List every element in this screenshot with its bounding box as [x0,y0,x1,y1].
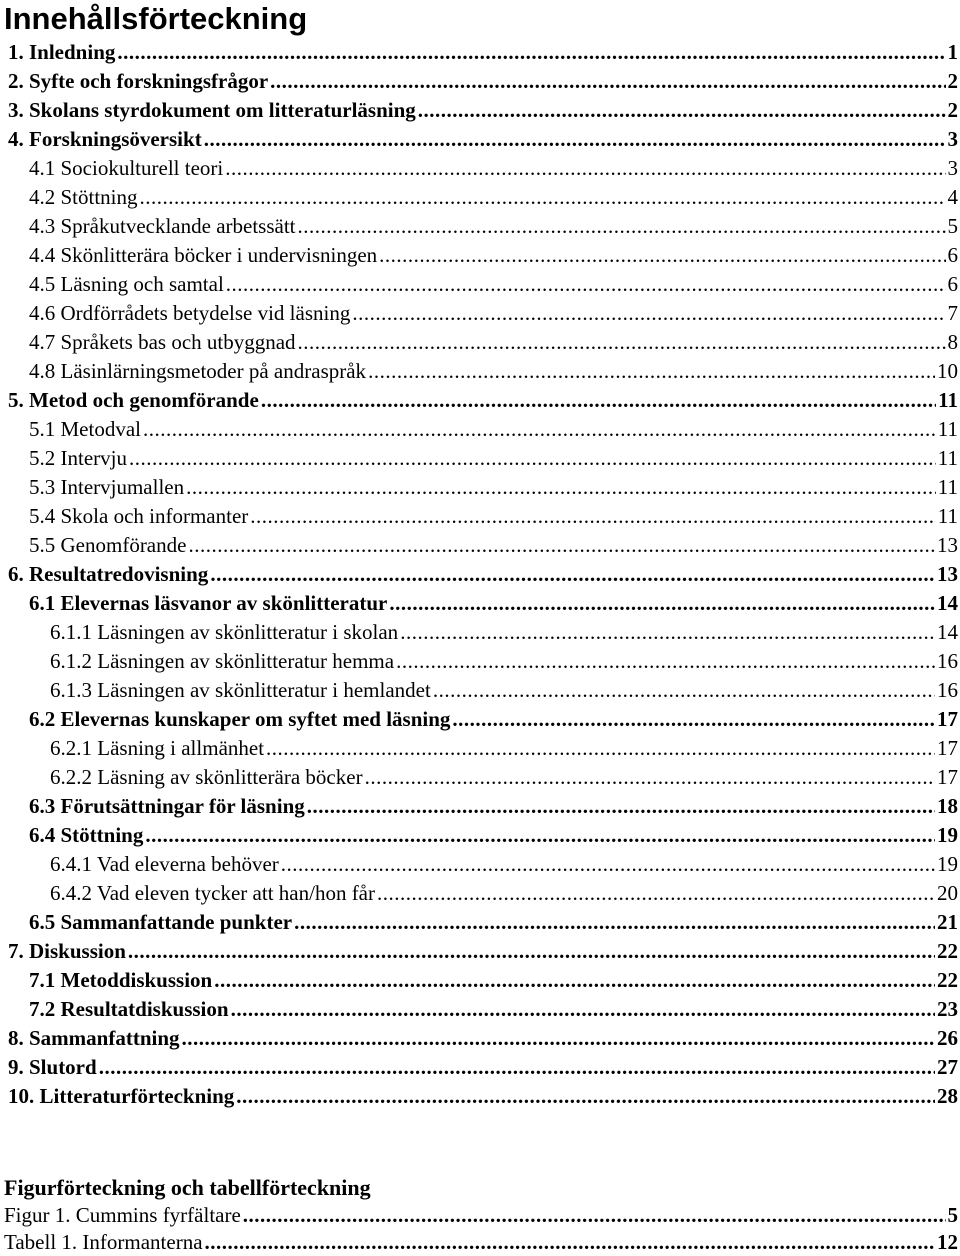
toc-entry-page-number: 11 [937,475,958,499]
figure-entry-page-number: 12 [937,1230,958,1254]
toc-entry[interactable] [0,676,960,705]
toc-entry-label: 6.1.1 Läsningen av skönlitteratur i skolan [50,620,399,644]
toc-entry-label: 7. Diskussion [8,939,126,963]
toc-entry-label: 5. Metod och genomförande [8,388,259,412]
toc-entry-page-number: 6 [947,243,958,267]
toc-entry-label: 6.4 Stöttning [29,823,144,847]
figure-list-title: Figurförteckning och tabellförteckning [4,1175,371,1200]
dot-leader [418,96,946,125]
dot-leader [188,531,935,560]
toc-entry[interactable] [0,850,960,879]
toc-entry[interactable] [0,241,960,270]
dot-leader [396,647,935,676]
dot-leader [231,995,935,1024]
toc-entry[interactable] [0,38,960,67]
toc-entry[interactable] [0,560,960,589]
toc-entry-page-number: 11 [938,388,958,412]
toc-entry[interactable] [0,763,960,792]
toc-entry-label: 6.5 Sammanfattande punkter [29,910,293,934]
dot-leader [128,937,935,966]
dot-leader [307,792,935,821]
toc-entry-label: 6.4.2 Vad eleven tycker att han/hon får [50,881,375,905]
dot-leader [352,299,945,328]
dot-leader [145,821,935,850]
dot-leader [99,1053,935,1082]
toc-entry[interactable] [0,386,960,415]
toc-entry-page-number: 28 [937,1084,958,1108]
toc-entry-label: 4.8 Läsinlärningsmetoder på andraspråk [29,359,367,383]
toc-entry-label: 6.1.2 Läsningen av skönlitteratur hemma [50,649,395,673]
toc-entry-label: 5.4 Skola och informanter [29,504,249,528]
dot-leader [205,1229,935,1256]
toc-entry[interactable] [0,589,960,618]
toc-entry-label: 4.7 Språkets bas och utbyggnad [29,330,296,354]
toc-entry[interactable] [0,212,960,241]
toc-entry-page-number: 11 [937,504,958,528]
toc-entry-label: 5.1 Metodval [29,417,141,441]
toc-entry[interactable] [0,270,960,299]
toc-entry-label: 7.1 Metoddiskussion [29,968,213,992]
toc-entry-label: 6.1.3 Läsningen av skönlitteratur i hemlandet [50,678,431,702]
dot-leader [379,241,945,270]
toc-entry-label: 4. Forskningsöversikt [8,127,202,151]
toc-entry-page-number: 1 [947,40,958,64]
toc-entry[interactable] [0,502,960,531]
toc-list [0,38,960,1111]
dot-leader [129,444,936,473]
toc-entry[interactable] [0,792,960,821]
figure-entry[interactable] [0,1229,960,1256]
toc-entry-label: 6.2 Elevernas kunskaper om syftet med läsning [29,707,451,731]
toc-entry[interactable] [0,154,960,183]
toc-entry-page-number: 19 [937,823,958,847]
toc-entry-label: 6. Resultatredovisning [8,562,209,586]
toc-entry-page-number: 17 [937,736,958,760]
dot-leader [389,589,935,618]
toc-entry-label: 6.3 Förutsättningar för läsning [29,794,305,818]
toc-entry-page-number: 4 [947,185,958,209]
toc-entry-page-number: 7 [947,301,958,325]
toc-entry-page-number: 2 [947,98,958,122]
dot-leader [298,328,946,357]
figure-entry-label: Tabell 1. Informanterna [4,1230,203,1254]
toc-entry-page-number: 17 [937,707,958,731]
toc-entry-page-number: 16 [937,678,958,702]
toc-entry-page-number: 27 [937,1055,958,1079]
toc-entry-label: 5.2 Intervju [29,446,127,470]
figure-entry-label: Figur 1. Cummins fyrfältare [4,1203,241,1227]
toc-entry-page-number: 6 [947,272,958,296]
toc-entry-page-number: 17 [937,765,958,789]
toc-entry[interactable] [0,908,960,937]
toc-entry-page-number: 11 [937,417,958,441]
toc-entry-label: 10. Litteraturförteckning [8,1084,235,1108]
toc-entry[interactable] [0,96,960,125]
toc-entry-page-number: 10 [937,359,958,383]
toc-entry[interactable] [0,647,960,676]
toc-entry-page-number: 3 [947,127,958,151]
dot-leader [365,763,935,792]
toc-entry-page-number: 8 [947,330,958,354]
dot-leader [182,1024,935,1053]
dot-leader [250,502,935,531]
toc-entry[interactable] [0,125,960,154]
toc-entry[interactable] [0,821,960,850]
toc-entry-page-number: 23 [937,997,958,1021]
toc-entry-label: 9. Slutord [8,1055,97,1079]
toc-entry[interactable] [0,1082,960,1111]
toc-entry-label: 4.6 Ordförrådets betydelse vid läsning [29,301,351,325]
toc-entry-label: 6.2.1 Läsning i allmänhet [50,736,265,760]
dot-leader [143,415,936,444]
toc-entry-label: 1. Inledning [8,40,116,64]
dot-leader [210,560,935,589]
dot-leader [117,38,945,67]
dot-leader [214,966,935,995]
toc-entry-label: 4.3 Språkutvecklande arbetssätt [29,214,296,238]
toc-entry-page-number: 18 [937,794,958,818]
toc-entry-label: 2. Syfte och forskningsfrågor [8,69,269,93]
toc-entry[interactable] [0,966,960,995]
dot-leader [298,212,946,241]
dot-leader [294,908,935,937]
toc-entry[interactable] [0,299,960,328]
toc-entry-page-number: 22 [937,968,958,992]
figure-entry-page-number: 5 [947,1203,958,1227]
dot-leader [452,705,935,734]
dot-leader [270,67,945,96]
toc-entry[interactable] [0,531,960,560]
dot-leader [281,850,935,879]
dot-leader [140,183,946,212]
dot-leader [377,879,935,908]
toc-entry-label: 7.2 Resultatdiskussion [29,997,229,1021]
toc-entry-label: 3. Skolans styrdokument om litteraturläsning [8,98,416,122]
toc-entry[interactable] [0,473,960,502]
toc-entry-page-number: 26 [937,1026,958,1050]
toc-entry-label: 5.3 Intervjumallen [29,475,185,499]
toc-entry-page-number: 14 [937,591,958,615]
toc-entry-page-number: 21 [937,910,958,934]
toc-entry-label: 4.1 Sociokulturell teori [29,156,224,180]
toc-entry[interactable] [0,937,960,966]
toc-entry[interactable] [0,734,960,763]
toc-entry-page-number: 13 [937,533,958,557]
dot-leader [243,1202,946,1229]
toc-entry-page-number: 13 [937,562,958,586]
toc-entry-page-number: 5 [947,214,958,238]
toc-entry-label: 5.5 Genomförande [29,533,187,557]
toc-entry-page-number: 3 [947,156,958,180]
dot-leader [236,1082,935,1111]
toc-title: Innehållsförteckning [4,1,308,36]
toc-entry[interactable] [0,618,960,647]
dot-leader [204,125,946,154]
dot-leader [261,386,936,415]
dot-leader [225,154,945,183]
toc-entry[interactable] [0,1053,960,1082]
toc-entry-page-number: 22 [937,939,958,963]
toc-entry-label: 8. Sammanfattning [8,1026,180,1050]
dot-leader [368,357,935,386]
toc-entry[interactable] [0,1024,960,1053]
toc-entry-label: 4.4 Skönlitterära böcker i undervisningen [29,243,378,267]
figure-entry[interactable] [0,1202,960,1229]
toc-entry[interactable] [0,67,960,96]
dot-leader [433,676,935,705]
toc-entry-page-number: 11 [937,446,958,470]
toc-entry[interactable] [0,415,960,444]
toc-entry-page-number: 2 [947,69,958,93]
toc-entry-label: 6.4.1 Vad eleverna behöver [50,852,279,876]
toc-entry[interactable] [0,879,960,908]
dot-leader [400,618,935,647]
dot-leader [266,734,935,763]
figure-list [0,1202,960,1256]
dot-leader [226,270,946,299]
toc-entry-label: 4.2 Stöttning [29,185,138,209]
toc-entry-page-number: 16 [937,649,958,673]
toc-entry[interactable] [0,357,960,386]
toc-entry-page-number: 20 [937,881,958,905]
toc-entry[interactable] [0,705,960,734]
toc-entry[interactable] [0,183,960,212]
toc-entry[interactable] [0,328,960,357]
toc-entry-label: 6.2.2 Läsning av skönlitterära böcker [50,765,363,789]
toc-entry[interactable] [0,995,960,1024]
toc-entry-page-number: 19 [937,852,958,876]
toc-entry-label: 4.5 Läsning och samtal [29,272,224,296]
dot-leader [186,473,936,502]
toc-entry-label: 6.1 Elevernas läsvanor av skönlitteratur [29,591,388,615]
toc-entry[interactable] [0,444,960,473]
toc-entry-page-number: 14 [937,620,958,644]
